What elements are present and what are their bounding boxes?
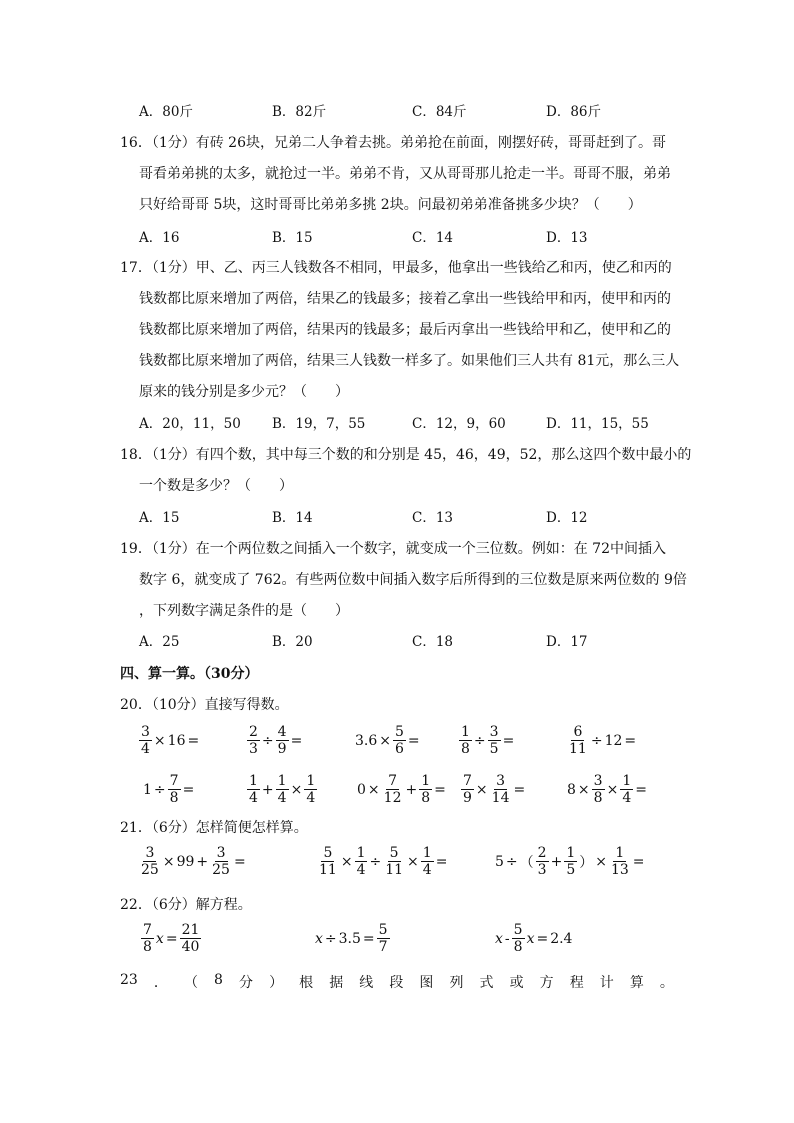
- q17-option-c: C．12，9，60: [412, 416, 506, 432]
- q22-equation-1: $\frac{7}{8}$ x = $\frac{21}{40}$: [143, 922, 200, 955]
- q16-option-c: C．14: [412, 230, 454, 246]
- q19-line-1: 19．（1分）在一个两位数之间插入一个数字，就变成一个三位数。例如：在 72中间插入: [120, 541, 666, 557]
- q20-expr-3: 3.6 × $\frac{5}{6}$ =: [355, 724, 420, 757]
- q19-option-a: A．25: [139, 634, 180, 650]
- q21-expr-1: $\frac{3}{25}$ × 99 + $\frac{3}{25}$ =: [141, 845, 246, 878]
- q17-option-a: A．20，11，50: [139, 416, 241, 432]
- q22-title: 22．（6分）解方程。: [120, 897, 252, 913]
- q20-expr-6: 1 ÷ $\frac{7}{8}$ =: [143, 773, 195, 806]
- q22-equation-2: x ÷ 3.5 = $\frac{5}{7}$: [315, 922, 388, 955]
- q19-option-d: D．17: [546, 634, 588, 650]
- q19-option-c: C．18: [412, 634, 454, 650]
- q15-option-a: A．80斤: [139, 104, 193, 120]
- q21-title: 21．（6分）怎样简便怎样算。: [120, 820, 308, 836]
- q16-option-a: A．16: [139, 230, 180, 246]
- q16-option-b: B．15: [272, 230, 313, 246]
- q19-option-b: B．20: [272, 634, 313, 650]
- q17-option-b: B．19，7，55: [272, 416, 366, 432]
- q18-option-b: B．14: [272, 510, 313, 526]
- q23-title: 23 ． （ 8 分 ） 根 据 线 段 图 列 式 或 方 程 计 算 。: [120, 972, 674, 991]
- q20-title: 20．（10分）直接写得数。: [120, 697, 289, 713]
- q20-expr-9: $\frac{7}{9}$ × $\frac{3}{14}$ =: [463, 773, 526, 806]
- q21-expr-3: 5 ÷ （ $\frac{2}{3}$ + $\frac{1}{5}$ ） × $\frac{1}{13}$ =: [495, 845, 645, 878]
- q22-equation-3: x - $\frac{5}{8}$ x = 2.4: [495, 922, 573, 955]
- q20-expr-7: $\frac{1}{4}$ + $\frac{1}{4}$ × $\frac{1}{4}$: [249, 773, 316, 806]
- q19-line-2: 数字 6，就变成了 762。有些两位数中间插入数字后所得到的三位数是原来两位数的 9倍: [139, 572, 687, 588]
- q20-expr-5: $\frac{6}{11}$ ÷ 12 =: [569, 724, 637, 757]
- q20-expr-4: $\frac{1}{8}$ ÷ $\frac{3}{5}$ =: [461, 724, 515, 757]
- q18-line-1: 18．（1分）有四个数，其中每三个数的和分别是 45，46，49，52，那么这四个数中最小的: [120, 447, 692, 463]
- q19-line-3: ，下列数字满足条件的是（ ）: [139, 603, 349, 619]
- q15-option-c: C．84斤: [412, 104, 467, 120]
- q17-line-2: 钱数都比原来增加了两倍，结果乙的钱最多；接着乙拿出一些钱给甲和丙，使甲和丙的: [139, 291, 671, 307]
- q20-expr-1: $\frac{3}{4}$ × 16 =: [141, 724, 200, 757]
- q17-line-4: 钱数都比原来增加了两倍，结果三人钱数一样多了。如果他们三人共有 81元，那么三人: [139, 353, 680, 369]
- q16-line-3: 只好给哥哥 5块，这时哥哥比弟弟多挑 2块。问最初弟弟准备挑多少块？（ ）: [139, 197, 642, 213]
- section-4-title: 四、算一算。（30分）: [120, 666, 259, 682]
- q17-option-d: D．11，15，55: [546, 416, 649, 432]
- q20-expr-10: 8 × $\frac{3}{8}$ × $\frac{1}{4}$ =: [567, 773, 647, 806]
- q20-expr-2: $\frac{2}{3}$ ÷ $\frac{4}{9}$ =: [249, 724, 303, 757]
- q15-option-b: B．82斤: [272, 104, 327, 120]
- q17-line-1: 17．（1分）甲、乙、丙三人钱数各不相同，甲最多，他拿出一些钱给乙和丙，使乙和丙的: [120, 260, 672, 276]
- q16-line-2: 哥看弟弟挑的太多，就抢过一半。弟弟不肯，又从哥哥那儿抢走一半。哥哥不服，弟弟: [139, 166, 671, 182]
- q18-option-d: D．12: [546, 510, 588, 526]
- q17-line-5: 原来的钱分别是多少元？（ ）: [139, 384, 349, 400]
- q15-option-d: D．86斤: [546, 104, 602, 120]
- q16-option-d: D．13: [546, 230, 588, 246]
- q16-line-1: 16．（1分）有砖 26块，兄弟二人争着去挑。弟弟抢在前面，刚摆好砖，哥哥赶到了。哥: [120, 135, 666, 151]
- q18-option-a: A．15: [139, 510, 180, 526]
- q18-line-2: 一个数是多少？（ ）: [139, 478, 293, 494]
- q21-expr-2: $\frac{5}{11}$ × $\frac{1}{4}$ ÷ $\frac{5}{11}$ × $\frac{1}{4}$ =: [319, 845, 448, 878]
- q17-line-3: 钱数都比原来增加了两倍，结果丙的钱最多；最后丙拿出一些钱给甲和乙，使甲和乙的: [139, 322, 671, 338]
- q20-expr-8: 0 × $\frac{7}{12}$ + $\frac{1}{8}$ =: [357, 773, 446, 806]
- q18-option-c: C．13: [412, 510, 454, 526]
